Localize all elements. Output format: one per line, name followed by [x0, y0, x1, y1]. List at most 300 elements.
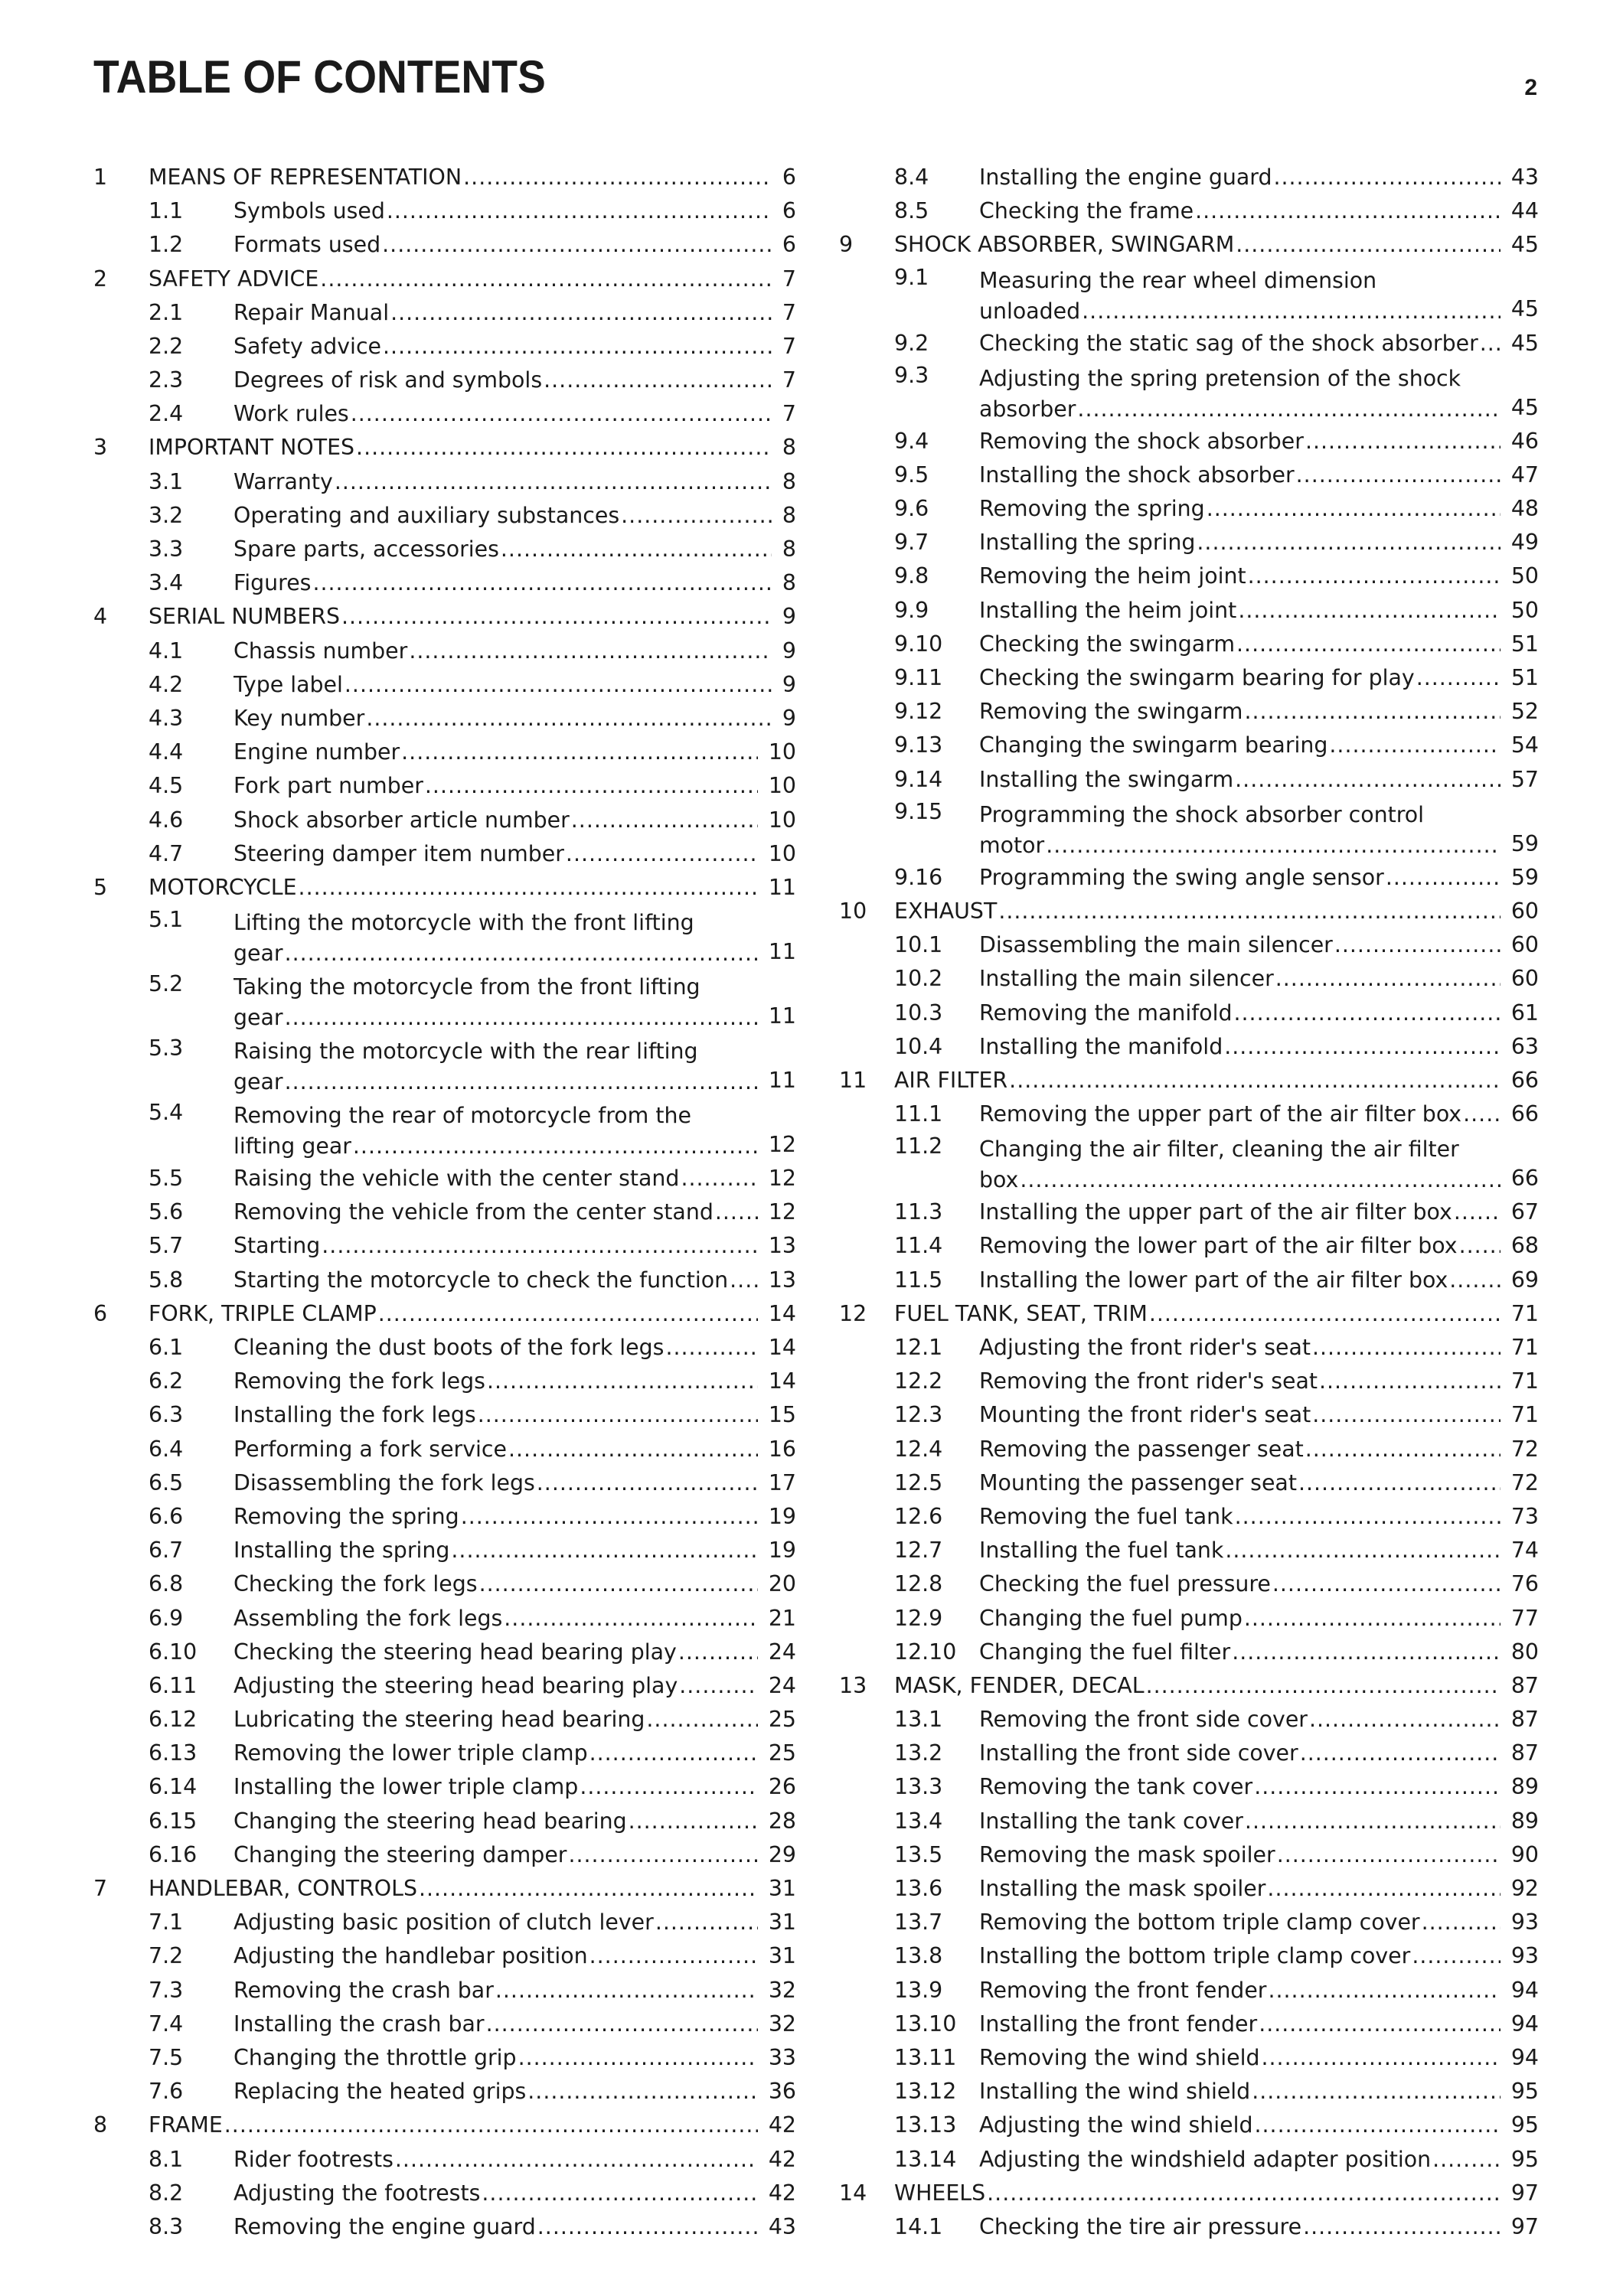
- toc-page-number: 92: [1510, 1876, 1539, 1902]
- toc-entry-number: 12.5: [894, 1469, 943, 1495]
- toc-entry-title: Removing the fork legs: [233, 1368, 485, 1394]
- toc-left-column: [93, 161, 796, 2244]
- toc-dot-leader: [353, 1131, 758, 1162]
- toc-dot-leader: [665, 1331, 757, 1365]
- toc-entry-number: 8.5: [894, 198, 929, 224]
- toc-entry-number: 13.3: [894, 1774, 943, 1800]
- toc-section-entry[interactable]: [93, 499, 796, 533]
- toc-entry-title: Installing the mask spoiler: [979, 1876, 1266, 1902]
- toc-section-entry[interactable]: [93, 1230, 796, 1264]
- toc-entry-number: 10.3: [894, 1000, 943, 1026]
- toc-entry-number: 7: [93, 1876, 108, 1902]
- toc-section-entry[interactable]: [839, 2041, 1539, 2075]
- toc-page-number: 12: [768, 1131, 796, 1157]
- toc-section-entry[interactable]: [839, 996, 1539, 1030]
- toc-entry-number: 12.1: [894, 1335, 943, 1361]
- toc-entry-number: 9.14: [894, 766, 943, 792]
- toc-section-entry[interactable]: [93, 1737, 796, 1770]
- toc-page-number: 95: [1510, 2112, 1539, 2138]
- toc-section-entry[interactable]: [93, 1974, 796, 2007]
- toc-section-entry[interactable]: [93, 1939, 796, 1973]
- toc-page-number: 10: [768, 739, 796, 765]
- toc-entry-number: 9.4: [894, 428, 929, 454]
- toc-section-entry[interactable]: [839, 1703, 1539, 1737]
- toc-entry-number: 9.7: [894, 530, 929, 556]
- toc-section-entry[interactable]: [93, 1195, 796, 1229]
- toc-page-number: 50: [1510, 597, 1539, 623]
- toc-section-entry[interactable]: [839, 1433, 1539, 1466]
- toc-entry-title: Work rules: [233, 401, 349, 427]
- toc-entry-number: 9.15: [894, 798, 943, 824]
- toc-dot-leader: [1146, 1669, 1501, 1703]
- toc-section-entry[interactable]: [93, 1033, 796, 1097]
- toc-dot-leader: [395, 2143, 758, 2177]
- toc-section-entry[interactable]: [839, 2210, 1539, 2244]
- toc-section-entry[interactable]: [93, 735, 796, 769]
- toc-section-entry[interactable]: [93, 1433, 796, 1466]
- toc-entry-title: Symbols used: [233, 198, 385, 224]
- toc-section-entry[interactable]: [93, 1534, 796, 1567]
- toc-section-entry[interactable]: [93, 2210, 796, 2244]
- toc-page-number: 19: [768, 1503, 796, 1529]
- toc-chapter-entry[interactable]: [93, 1297, 796, 1331]
- toc-page-number: 93: [1510, 1943, 1539, 1969]
- toc-entry-number: 2.2: [149, 333, 184, 359]
- toc-section-entry[interactable]: [839, 1974, 1539, 2007]
- toc-section-entry[interactable]: [839, 1365, 1539, 1398]
- toc-page-number: 77: [1510, 1605, 1539, 1631]
- toc-dot-leader: [1244, 1602, 1501, 1636]
- toc-dot-leader: [401, 735, 758, 769]
- toc-entry-number: 2.1: [149, 299, 184, 325]
- toc-section-entry[interactable]: [93, 1703, 796, 1737]
- toc-section-entry[interactable]: [93, 2041, 796, 2075]
- toc-entry-title: Raising the motorcycle with the rear lifting: [233, 1039, 698, 1065]
- toc-page-number: 51: [1510, 631, 1539, 657]
- toc-section-entry[interactable]: [839, 962, 1539, 996]
- toc-section-entry[interactable]: [93, 1264, 796, 1297]
- toc-section-entry[interactable]: [93, 1162, 796, 1195]
- toc-section-entry[interactable]: [839, 1805, 1539, 1838]
- toc-section-entry[interactable]: [93, 969, 796, 1033]
- toc-section-entry[interactable]: [839, 1131, 1539, 1195]
- toc-section-entry[interactable]: [93, 1398, 796, 1432]
- toc-dot-leader: [1020, 1165, 1501, 1195]
- toc-entry-title: Removing the lower triple clamp: [233, 1740, 588, 1766]
- toc-section-entry[interactable]: [839, 1872, 1539, 1906]
- toc-dot-leader: [1077, 394, 1500, 425]
- toc-entry-number: 12.6: [894, 1503, 943, 1529]
- toc-entry-title: Removing the wind shield: [979, 2044, 1260, 2070]
- toc-section-entry[interactable]: [93, 1500, 796, 1534]
- toc-page-number: 9: [782, 671, 796, 697]
- toc-section-entry[interactable]: [839, 526, 1539, 559]
- toc-section-entry[interactable]: [93, 769, 796, 803]
- toc-chapter-entry[interactable]: [839, 1297, 1539, 1331]
- toc-dot-leader: [580, 1770, 758, 1804]
- toc-section-entry[interactable]: [93, 1669, 796, 1703]
- toc-entry-title: Key number: [233, 705, 365, 731]
- toc-section-entry[interactable]: [839, 1398, 1539, 1432]
- toc-entry-title: Figures: [233, 570, 312, 596]
- toc-entry-title: Checking the fork legs: [233, 1571, 478, 1597]
- toc-entry-number: 6.14: [149, 1774, 198, 1800]
- toc-section-entry[interactable]: [839, 1264, 1539, 1297]
- toc-entry-title-continued: absorber: [979, 396, 1076, 422]
- toc-dot-leader: [378, 1297, 758, 1331]
- toc-section-entry[interactable]: [839, 1500, 1539, 1534]
- toc-page-number: 11: [768, 1003, 796, 1029]
- toc-section-entry[interactable]: [93, 2075, 796, 2108]
- toc-page-number: 57: [1510, 766, 1539, 792]
- toc-entry-title: Chassis number: [233, 638, 408, 664]
- toc-section-entry[interactable]: [93, 533, 796, 566]
- toc-entry-title: Installing the crash bar: [233, 2011, 485, 2037]
- toc-dot-leader: [621, 499, 772, 533]
- toc-dot-leader: [320, 263, 772, 296]
- toc-section-entry[interactable]: [839, 492, 1539, 526]
- toc-entry-title: Raising the vehicle with the center stand: [233, 1166, 680, 1192]
- toc-page-number: 31: [768, 1910, 796, 1936]
- toc-entry-title: Removing the lower part of the air filter box: [979, 1233, 1458, 1259]
- toc-dot-leader: [1234, 996, 1501, 1030]
- toc-dot-leader: [1082, 296, 1501, 327]
- toc-entry-number: 9.13: [894, 732, 943, 758]
- toc-dot-leader: [425, 769, 758, 803]
- toc-section-entry[interactable]: [93, 668, 796, 702]
- toc-page-number: 68: [1510, 1233, 1539, 1259]
- toc-section-entry[interactable]: [839, 1636, 1539, 1669]
- toc-section-entry[interactable]: [93, 1466, 796, 1500]
- toc-entry-title: Adjusting the steering head bearing play: [233, 1672, 678, 1698]
- toc-section-entry[interactable]: [839, 425, 1539, 458]
- toc-dot-leader: [1224, 1030, 1501, 1064]
- toc-section-entry[interactable]: [839, 861, 1539, 895]
- toc-entry-title: Type label: [233, 671, 343, 697]
- toc-entry-number: 13.10: [894, 2011, 957, 2037]
- toc-entry-title: Disassembling the fork legs: [233, 1469, 535, 1495]
- toc-dot-leader: [1463, 1097, 1501, 1131]
- toc-section-entry[interactable]: [839, 161, 1539, 194]
- toc-entry-number: 13.2: [894, 1740, 943, 1766]
- toc-dot-leader: [383, 330, 772, 364]
- toc-page-number: 46: [1510, 428, 1539, 454]
- toc-page-number: 87: [1510, 1707, 1539, 1733]
- toc-page-number: 49: [1510, 530, 1539, 556]
- toc-section-entry[interactable]: [839, 327, 1539, 360]
- toc-entry-number: 6.16: [149, 1841, 198, 1867]
- toc-chapter-entry[interactable]: [93, 263, 796, 296]
- toc-entry-title: Checking the swingarm bearing for play: [979, 665, 1415, 691]
- toc-entry-number: 5.1: [149, 907, 184, 933]
- toc-chapter-entry[interactable]: [839, 2177, 1539, 2210]
- toc-entry-title: Checking the steering head bearing play: [233, 1639, 677, 1665]
- toc-dot-leader: [1197, 526, 1500, 559]
- toc-dot-leader: [589, 1737, 758, 1770]
- toc-section-entry[interactable]: [839, 594, 1539, 628]
- toc-page-number: 45: [1510, 232, 1539, 258]
- toc-section-entry[interactable]: [93, 2177, 796, 2210]
- toc-entry-title: Adjusting the spring pretension of the shock: [979, 365, 1461, 391]
- toc-entry-title: FUEL TANK, SEAT, TRIM: [894, 1300, 1148, 1326]
- toc-entry-number: 9.12: [894, 699, 943, 725]
- toc-entry-title: MOTORCYCLE: [149, 874, 297, 900]
- toc-page-number: 93: [1510, 1910, 1539, 1936]
- toc-section-entry[interactable]: [93, 465, 796, 499]
- toc-page-number: 24: [768, 1672, 796, 1698]
- toc-section-entry[interactable]: [93, 1906, 796, 1939]
- toc-section-entry[interactable]: [839, 560, 1539, 594]
- toc-page-number: 90: [1510, 1841, 1539, 1867]
- toc-chapter-entry[interactable]: [839, 228, 1539, 262]
- toc-page-number: 94: [1510, 1977, 1539, 2003]
- toc-section-entry[interactable]: [93, 905, 796, 969]
- toc-entry-title: SAFETY ADVICE: [149, 266, 319, 292]
- toc-section-entry[interactable]: [839, 1939, 1539, 1973]
- toc-section-entry[interactable]: [839, 1097, 1539, 1131]
- toc-section-entry[interactable]: [839, 2007, 1539, 2041]
- toc-page-number: 97: [1510, 2180, 1539, 2206]
- toc-entry-number: 12.9: [894, 1605, 943, 1631]
- toc-section-entry[interactable]: [839, 1195, 1539, 1229]
- toc-section-entry[interactable]: [839, 263, 1539, 327]
- toc-section-entry[interactable]: [839, 628, 1539, 661]
- toc-entry-number: 5: [93, 874, 108, 900]
- toc-section-entry[interactable]: [93, 364, 796, 397]
- toc-dot-leader: [285, 938, 758, 969]
- toc-section-entry[interactable]: [93, 804, 796, 837]
- toc-dot-leader: [487, 1365, 758, 1398]
- toc-entry-number: 9.11: [894, 665, 943, 691]
- toc-entry-number: 12.4: [894, 1436, 943, 1462]
- toc-dot-leader: [1312, 1398, 1501, 1432]
- toc-entry-number: 4.3: [149, 705, 184, 731]
- toc-section-entry[interactable]: [93, 1097, 796, 1162]
- toc-section-entry[interactable]: [839, 1230, 1539, 1264]
- toc-entry-number: 6.4: [149, 1436, 184, 1462]
- toc-dot-leader: [1254, 1770, 1501, 1804]
- toc-page-number: 71: [1510, 1402, 1539, 1428]
- toc-entry-title: Lifting the motorcycle with the front lifting: [233, 910, 694, 936]
- toc-section-entry[interactable]: [839, 1906, 1539, 1939]
- toc-section-entry[interactable]: [93, 1365, 796, 1398]
- toc-section-entry[interactable]: [839, 1602, 1539, 1636]
- toc-dot-leader: [1238, 594, 1501, 628]
- toc-chapter-entry[interactable]: [839, 895, 1539, 928]
- toc-page-number: 69: [1510, 1267, 1539, 1293]
- toc-chapter-entry[interactable]: [839, 1064, 1539, 1097]
- toc-section-entry[interactable]: [839, 1534, 1539, 1567]
- toc-entry-number: 5.6: [149, 1199, 184, 1225]
- toc-section-entry[interactable]: [93, 228, 796, 262]
- toc-entry-number: 11.4: [894, 1233, 943, 1259]
- toc-entry-title: Removing the vehicle from the center stand: [233, 1199, 714, 1225]
- toc-chapter-entry[interactable]: [93, 600, 796, 634]
- toc-entry-number: 4: [93, 604, 108, 630]
- toc-page-number: 60: [1510, 966, 1539, 992]
- toc-section-entry[interactable]: [93, 194, 796, 228]
- toc-page-number: 71: [1510, 1300, 1539, 1326]
- toc-entry-number: 13.14: [894, 2146, 957, 2172]
- toc-entry-number: 12.7: [894, 1538, 943, 1564]
- toc-entry-number: 5.8: [149, 1267, 184, 1293]
- toc-section-entry[interactable]: [93, 1602, 796, 1636]
- toc-section-entry[interactable]: [93, 1331, 796, 1365]
- toc-section-entry[interactable]: [839, 1771, 1539, 1805]
- toc-entry-number: 7.6: [149, 2079, 184, 2105]
- toc-entry-title: FORK, TRIPLE CLAMP: [149, 1300, 377, 1326]
- toc-section-entry[interactable]: [839, 194, 1539, 228]
- toc-chapter-entry[interactable]: [93, 161, 796, 194]
- toc-entry-number: 13.7: [894, 1910, 943, 1936]
- toc-dot-leader: [495, 1974, 758, 2007]
- toc-section-entry[interactable]: [839, 2108, 1539, 2142]
- toc-entry-number: 14: [839, 2180, 867, 2206]
- toc-entry-number: 7.2: [149, 1943, 184, 1969]
- toc-section-entry[interactable]: [839, 797, 1539, 861]
- toc-entry-title: Engine number: [233, 739, 400, 765]
- toc-entry-number: 12.3: [894, 1402, 943, 1428]
- toc-page-number: 7: [782, 401, 796, 427]
- toc-dot-leader: [482, 2177, 757, 2210]
- toc-entry-title: Installing the wind shield: [979, 2079, 1251, 2105]
- toc-entry-title: Programming the shock absorber control: [979, 801, 1425, 827]
- toc-entry-title: FRAME: [149, 2112, 223, 2138]
- toc-entry-title: Checking the fuel pressure: [979, 1571, 1271, 1597]
- toc-dot-leader: [1480, 327, 1501, 360]
- toc-entry-title: Changing the throttle grip: [233, 2044, 517, 2070]
- toc-section-entry[interactable]: [839, 1030, 1539, 1064]
- toc-section-entry[interactable]: [839, 2075, 1539, 2108]
- toc-section-entry[interactable]: [839, 1567, 1539, 1601]
- toc-chapter-entry[interactable]: [839, 1669, 1539, 1703]
- toc-entry-number: 12.8: [894, 1571, 943, 1597]
- toc-page-number: 66: [1510, 1101, 1539, 1127]
- toc-section-entry[interactable]: [839, 661, 1539, 695]
- toc-dot-leader: [679, 1669, 758, 1703]
- toc-section-entry[interactable]: [93, 2143, 796, 2177]
- toc-entry-title: Adjusting the front rider's seat: [979, 1335, 1311, 1361]
- toc-entry-number: 9.6: [894, 496, 929, 522]
- toc-section-entry[interactable]: [93, 397, 796, 431]
- toc-section-entry[interactable]: [839, 1838, 1539, 1872]
- toc-entry-title: Installing the lower triple clamp: [233, 1774, 579, 1800]
- toc-entry-number: 6.1: [149, 1335, 184, 1361]
- toc-entry-number: 13.6: [894, 1876, 943, 1902]
- toc-dot-leader: [387, 194, 772, 228]
- toc-entry-number: 13.11: [894, 2044, 957, 2070]
- toc-section-entry[interactable]: [839, 763, 1539, 797]
- toc-entry-number: 5.2: [149, 971, 184, 997]
- toc-section-entry[interactable]: [93, 1771, 796, 1805]
- toc-entry-number: 6.5: [149, 1469, 184, 1495]
- toc-section-entry[interactable]: [93, 566, 796, 600]
- toc-chapter-entry[interactable]: [93, 2108, 796, 2142]
- toc-dot-leader: [299, 871, 758, 905]
- toc-dot-leader: [335, 465, 772, 499]
- toc-section-entry[interactable]: [93, 1805, 796, 1838]
- toc-chapter-entry[interactable]: [93, 432, 796, 465]
- toc-section-entry[interactable]: [93, 837, 796, 871]
- toc-entry-number: 14.1: [894, 2213, 943, 2239]
- toc-section-entry[interactable]: [93, 2007, 796, 2041]
- toc-section-entry[interactable]: [93, 296, 796, 330]
- toc-page-number: 48: [1510, 496, 1539, 522]
- toc-section-entry[interactable]: [93, 330, 796, 364]
- toc-dot-leader: [1273, 161, 1500, 194]
- toc-section-entry[interactable]: [93, 1838, 796, 1872]
- toc-page-number: 21: [768, 1605, 796, 1631]
- toc-dot-leader: [285, 1003, 758, 1033]
- toc-entry-title: Programming the swing angle sensor: [979, 864, 1384, 890]
- toc-section-entry[interactable]: [93, 1567, 796, 1601]
- toc-entry-title: Changing the fuel filter: [979, 1639, 1231, 1665]
- toc-section-entry[interactable]: [93, 1636, 796, 1669]
- toc-section-entry[interactable]: [839, 928, 1539, 962]
- toc-page-number: 31: [768, 1876, 796, 1902]
- toc-entry-number: 3.1: [149, 468, 184, 494]
- toc-entry-title: Installing the heim joint: [979, 597, 1237, 623]
- toc-page-number: 8: [782, 468, 796, 494]
- toc-section-entry[interactable]: [839, 1331, 1539, 1365]
- toc-page-number: 15: [768, 1402, 796, 1428]
- toc-dot-leader: [351, 397, 772, 431]
- toc-section-entry[interactable]: [93, 634, 796, 668]
- toc-entry-number: 9.1: [894, 264, 929, 290]
- toc-page-number: 32: [768, 2011, 796, 2037]
- toc-dot-leader: [382, 228, 772, 262]
- toc-entry-number: 1.1: [149, 198, 184, 224]
- toc-page-number: 25: [768, 1707, 796, 1733]
- toc-entry-number: 13: [839, 1672, 867, 1698]
- toc-section-entry[interactable]: [839, 695, 1539, 729]
- toc-dot-leader: [1272, 1567, 1501, 1601]
- toc-section-entry[interactable]: [839, 458, 1539, 492]
- toc-entry-title: Installing the front side cover: [979, 1740, 1298, 1766]
- toc-entry-title: Adjusting the handlebar position: [233, 1943, 588, 1969]
- toc-section-entry[interactable]: [839, 360, 1539, 425]
- toc-entry-title: Removing the rear of motorcycle from the: [233, 1103, 691, 1129]
- toc-entry-number: 6.7: [149, 1538, 184, 1564]
- toc-entry-title: Adjusting the wind shield: [979, 2112, 1253, 2138]
- toc-entry-title: IMPORTANT NOTES: [149, 435, 355, 461]
- toc-entry-number: 1.2: [149, 232, 184, 258]
- toc-entry-number: 10.2: [894, 966, 943, 992]
- toc-entry-title: Shock absorber article number: [233, 807, 570, 833]
- toc-entry-number: 9.8: [894, 563, 929, 589]
- toc-page-number: 7: [782, 266, 796, 292]
- toc-dot-leader: [1422, 1906, 1501, 1939]
- toc-entry-title: SERIAL NUMBERS: [149, 604, 340, 630]
- toc-chapter-entry[interactable]: [93, 871, 796, 905]
- toc-section-entry[interactable]: [839, 2143, 1539, 2177]
- toc-section-entry[interactable]: [93, 702, 796, 735]
- toc-page-number: 61: [1510, 1000, 1539, 1026]
- toc-entry-number: 6.3: [149, 1402, 184, 1428]
- toc-chapter-entry[interactable]: [93, 1872, 796, 1906]
- toc-section-entry[interactable]: [839, 1466, 1539, 1500]
- toc-dot-leader: [1235, 763, 1501, 797]
- toc-entry-number: 5.5: [149, 1166, 184, 1192]
- toc-page-number: 63: [1510, 1033, 1539, 1059]
- toc-entry-title: Fork part number: [233, 773, 423, 799]
- toc-entry-number: 3: [93, 435, 108, 461]
- toc-entry-number: 7.1: [149, 1910, 184, 1936]
- toc-section-entry[interactable]: [839, 729, 1539, 762]
- toc-section-entry[interactable]: [839, 1737, 1539, 1770]
- toc-entry-title: Spare parts, accessories: [233, 536, 499, 563]
- toc-dot-leader: [1412, 1939, 1501, 1973]
